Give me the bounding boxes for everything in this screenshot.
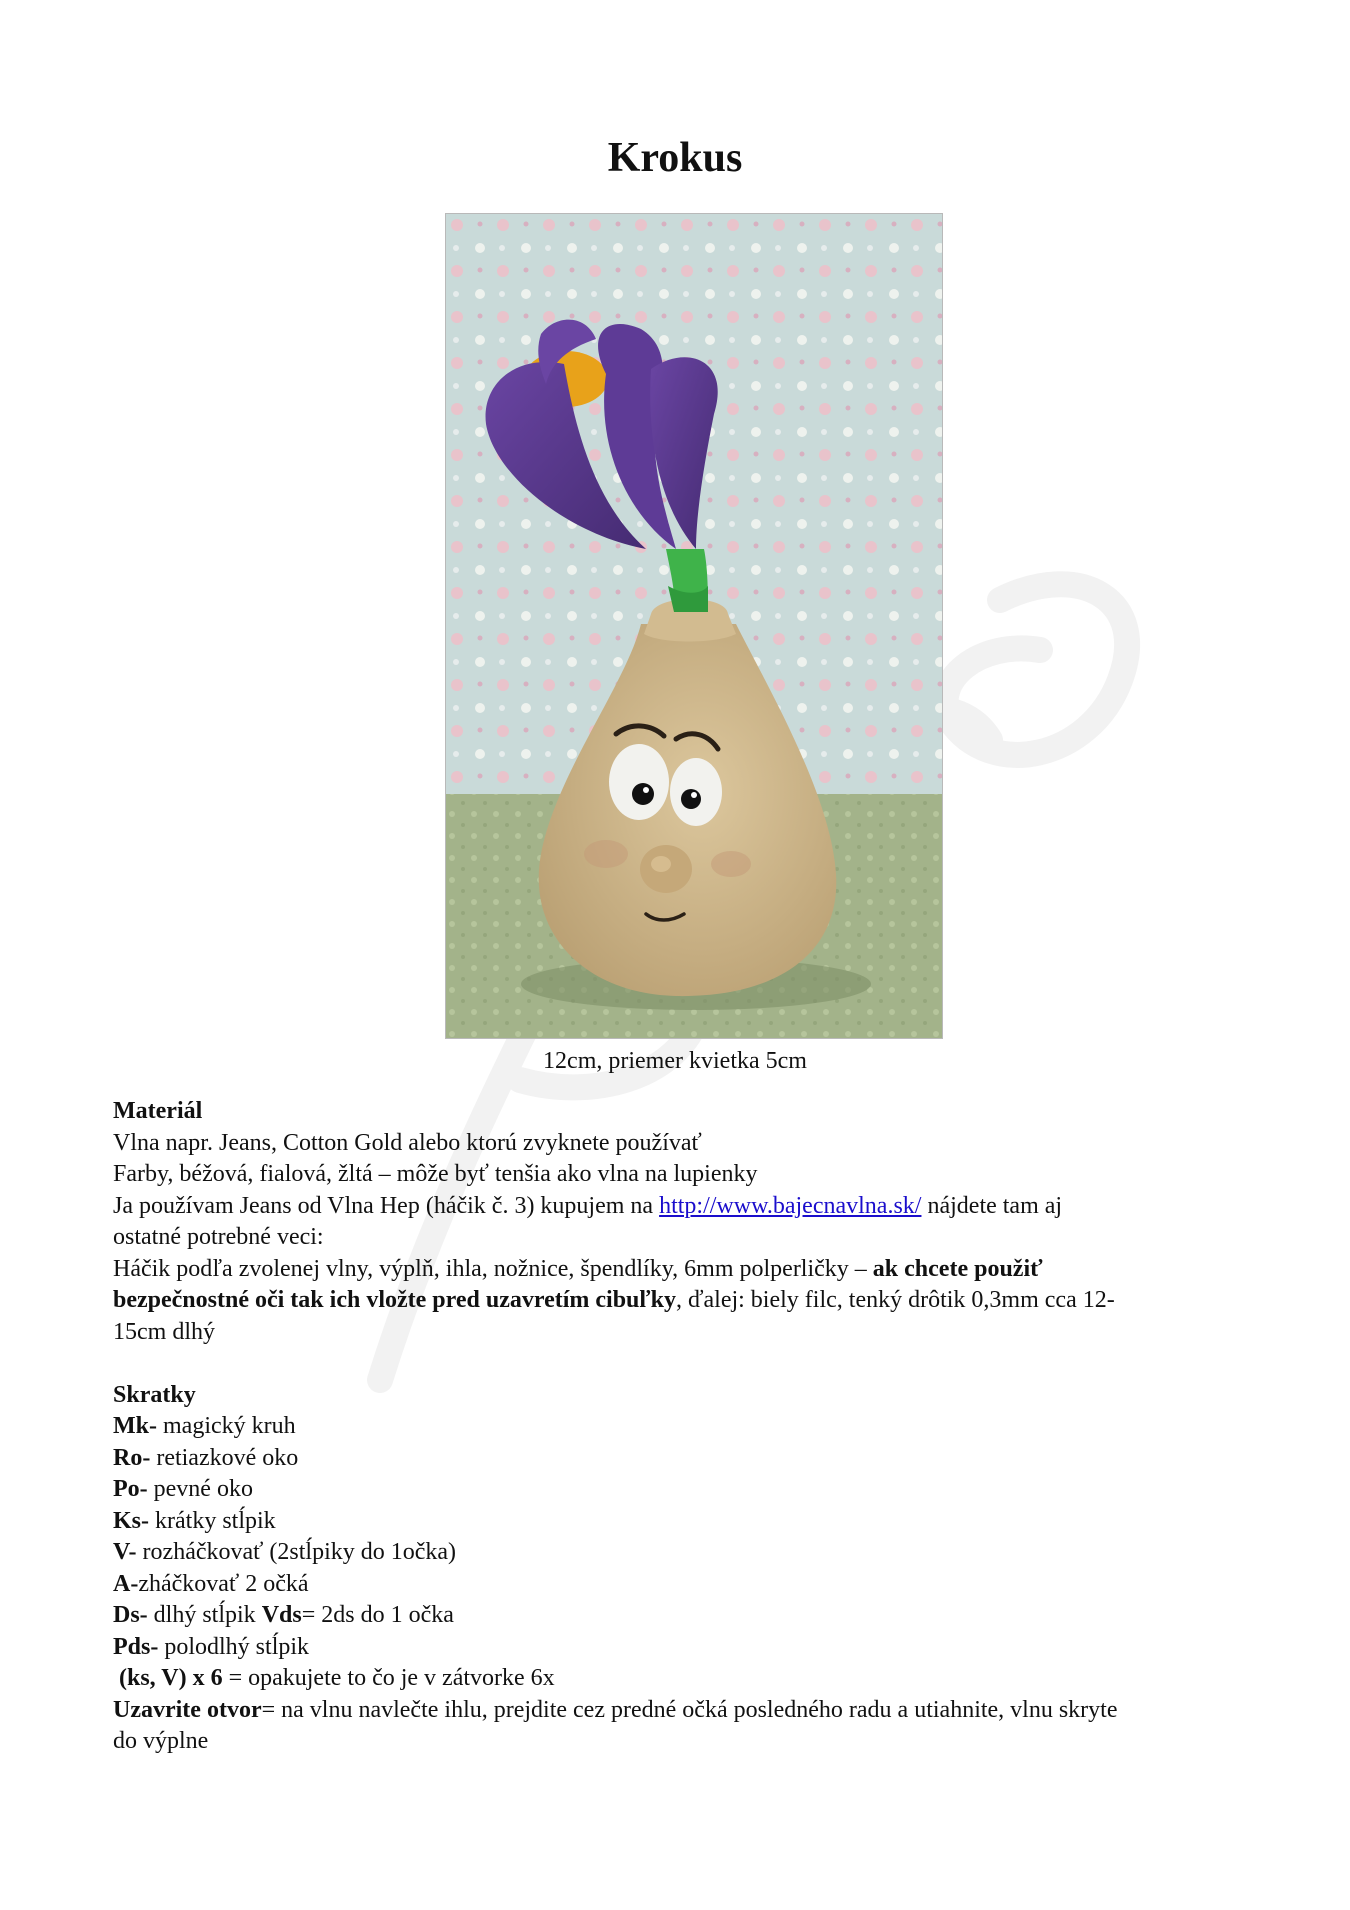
- abbr-item: Po- pevné oko: [113, 1476, 253, 1502]
- material-text: , ďalej: biely filc, tenký drôtik 0,3mm cca 12-: [675, 1287, 1115, 1313]
- abbr-item: (ks, V) x 6 = opakujete to čo je v zátvorke 6x: [113, 1665, 555, 1691]
- material-heading: Materiál: [113, 1098, 203, 1124]
- abbr-item: Ro- retiazkové oko: [113, 1444, 299, 1471]
- shop-link[interactable]: http://www.bajecnavlna.sk/: [659, 1192, 922, 1219]
- material-text: Háčik podľa zvolenej vlny, výplň, ihla, nožnice, špendlíky, 6mm polperličky –: [113, 1255, 873, 1282]
- crocus-photo: [445, 213, 943, 1039]
- abbr-item: V- rozháčkovať (2stĺpiky do 1očka): [113, 1539, 457, 1565]
- page-title: Krokus: [607, 135, 743, 181]
- abbr-item: Uzavrite otvor= na vlnu navlečte ihlu, prejdite cez predné očká posledného radu a utiahnite, vlnu skryte: [113, 1696, 1118, 1723]
- material-line: [113, 1285, 1263, 1317]
- abbr-item: A-zháčkovať 2 očká: [113, 1570, 309, 1597]
- material-text: Ja používam Jeans od Vlna Hep (háčik č. 3) kupujem na: [113, 1192, 660, 1219]
- material-line: Vlna napr. Jeans, Cotton Gold alebo ktorú zvyknete používať: [113, 1129, 702, 1156]
- abbr-item: Pds- polodlhý stĺpik: [113, 1633, 310, 1660]
- abbreviations-heading: Skratky: [113, 1381, 196, 1408]
- material-line: ostatné potrebné veci:: [113, 1224, 324, 1250]
- material-text: nájdete tam aj: [921, 1192, 1063, 1219]
- photo-caption: 12cm, priemer kvietka 5cm: [543, 1048, 807, 1074]
- abbr-item: do výplne: [113, 1728, 209, 1754]
- material-note: ak chcete použiť: [872, 1255, 1043, 1282]
- material-line: Farby, béžová, fialová, žltá – môže byť tenšia ako vlna na lupienky: [113, 1161, 758, 1187]
- material-note: bezpečnostné oči tak ich vložte pred uzavretím cibuľky: [113, 1287, 676, 1313]
- material-line: 15cm dlhý: [113, 1318, 215, 1345]
- material-line: [113, 1191, 1263, 1223]
- material-line: [113, 1254, 1263, 1286]
- abbr-item: Ds- dlhý stĺpik Vds= 2ds do 1 očka: [113, 1602, 454, 1628]
- document-body: [113, 1096, 1263, 1758]
- abbr-item: Ks- krátky stĺpik: [113, 1507, 276, 1534]
- abbr-item: Mk- magický kruh: [113, 1413, 296, 1439]
